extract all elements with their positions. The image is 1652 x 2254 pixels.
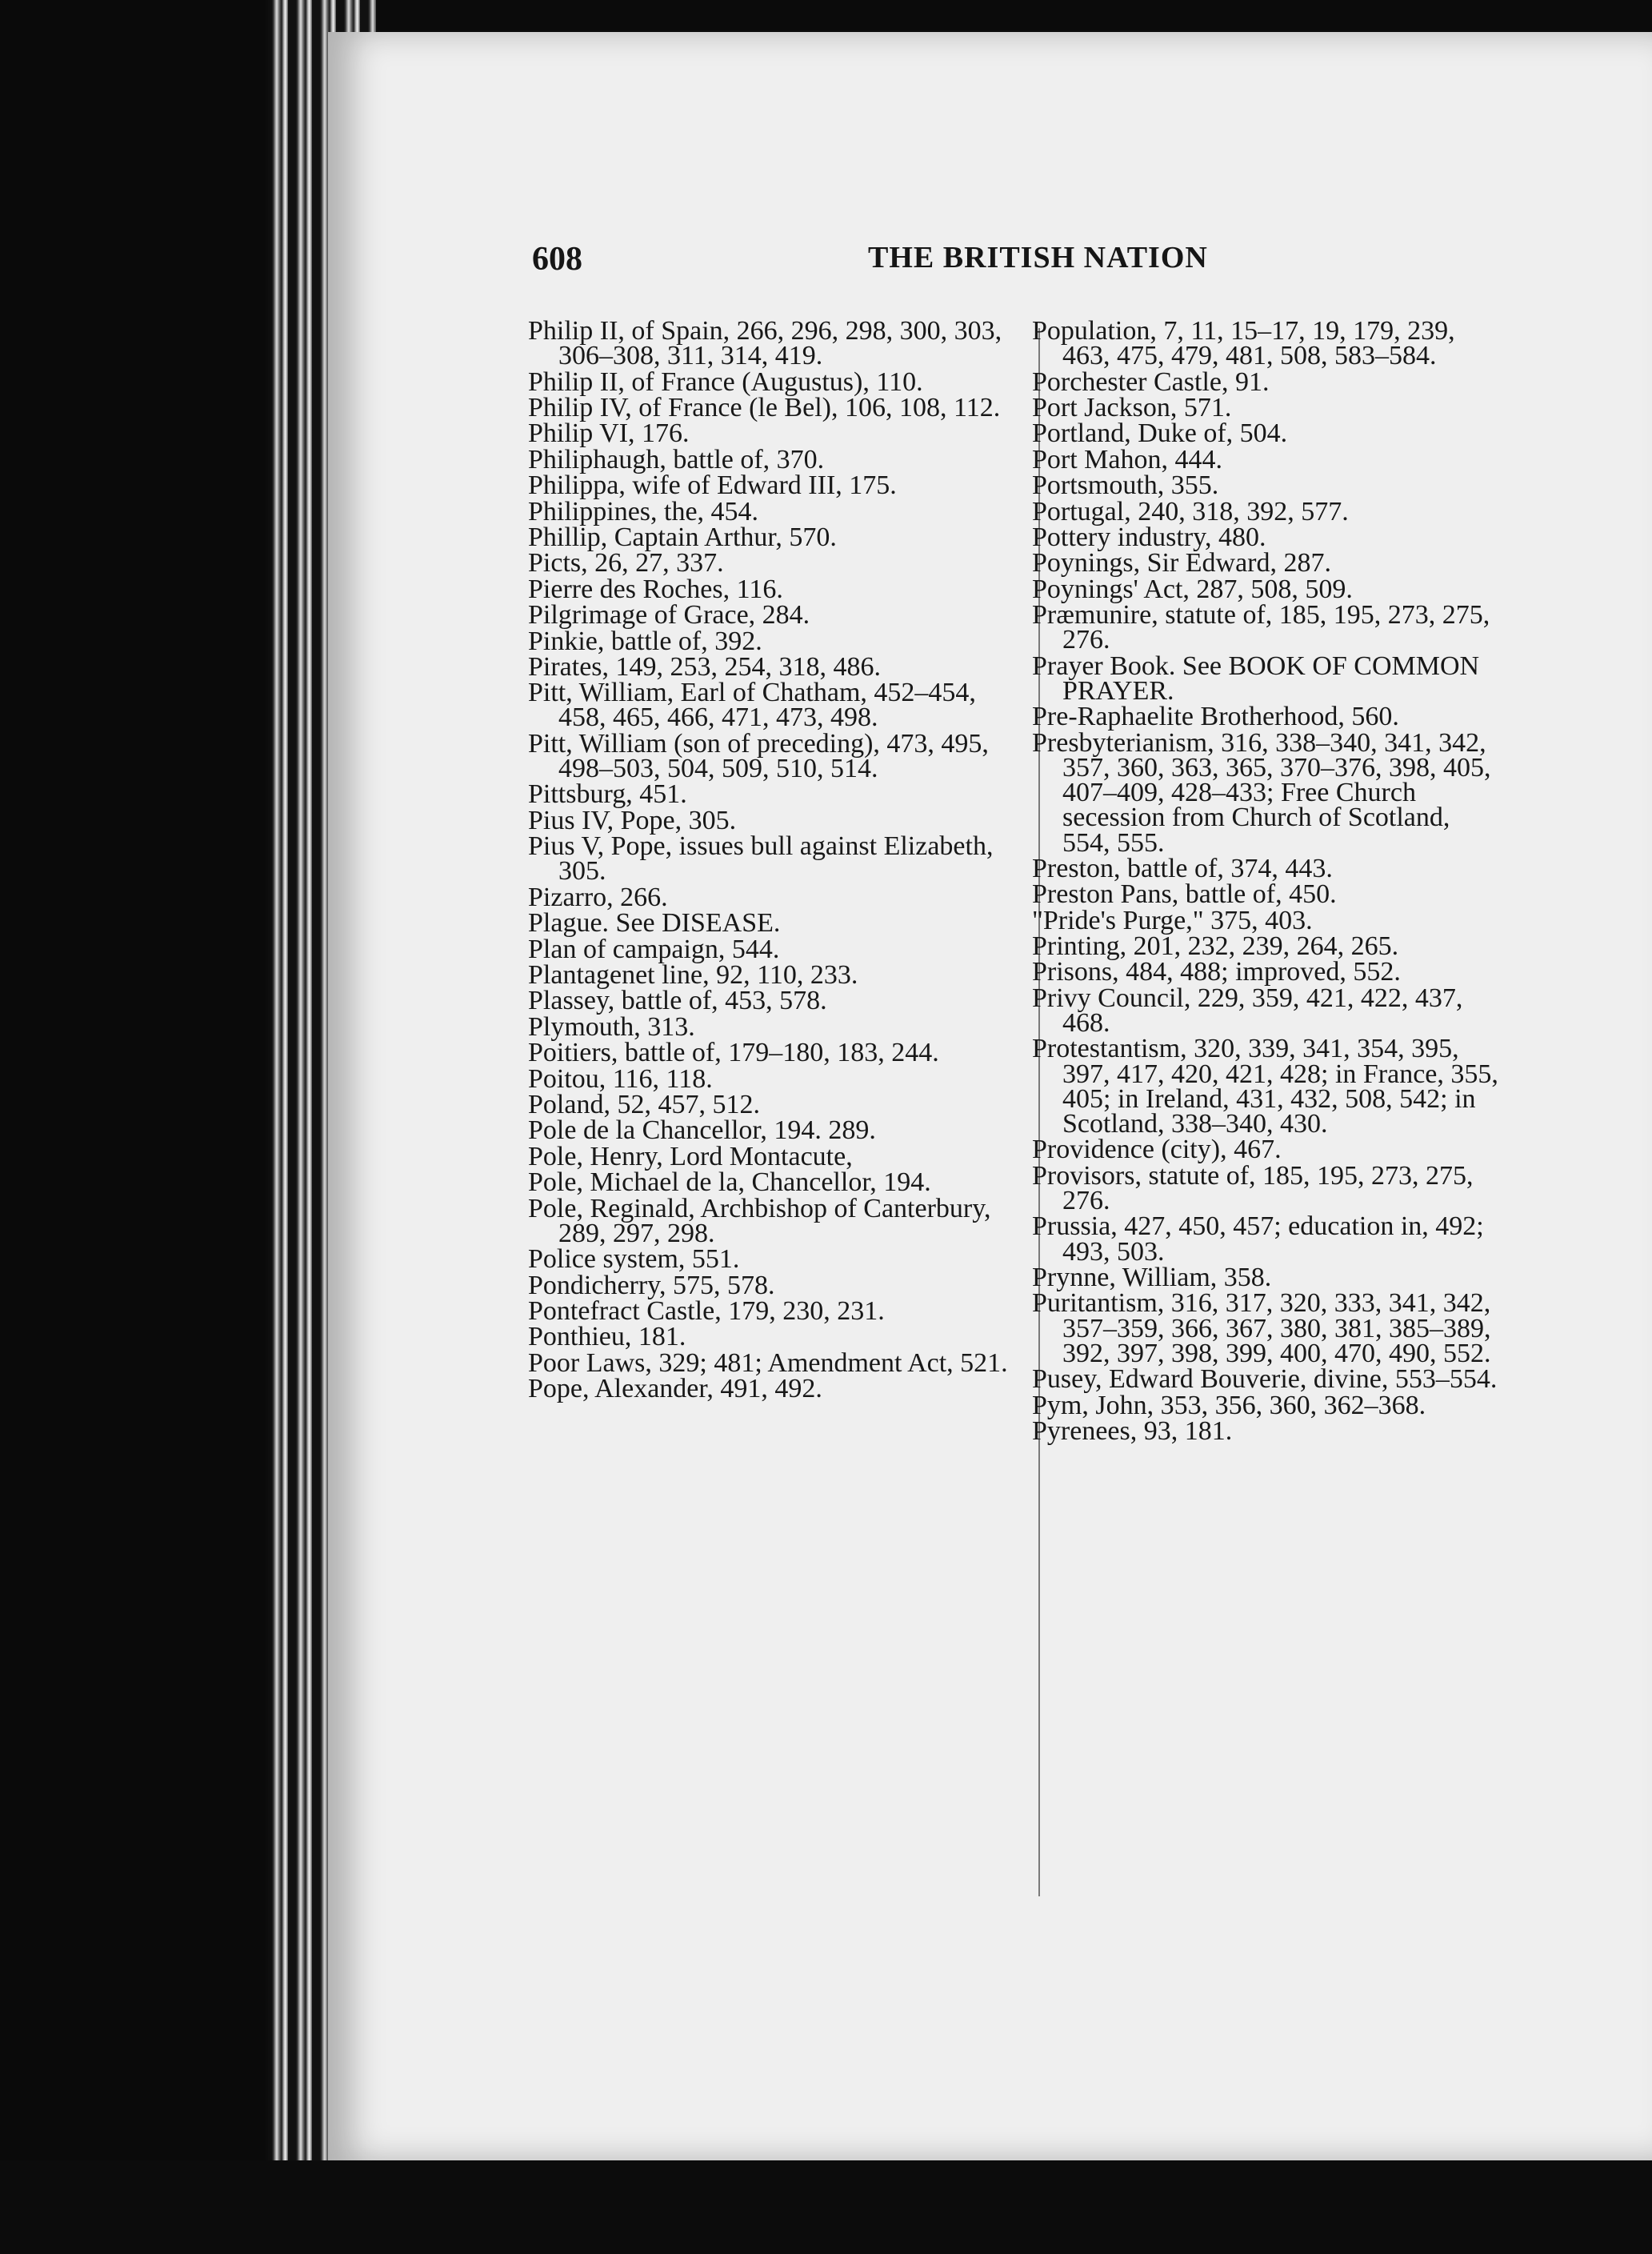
index-entry: Pyrenees, 93, 181. <box>1032 1415 1233 1446</box>
index-entry: Portland, Duke of, 504. <box>1032 418 1288 449</box>
index-entry: "Pride's Purge," 375, 403. <box>1032 905 1313 935</box>
index-entry: Poynings' Act, 287, 508, 509. <box>1032 574 1353 604</box>
index-entry: Philip II, of Spain, 266, 296, 298, 300, 303, 306–308, 311, 314, 419. <box>528 316 1009 371</box>
index-entry: Plassey, battle of, 453, 578. <box>528 986 827 1016</box>
index-entry: Printing, 201, 232, 239, 264, 265. <box>1032 931 1399 962</box>
index-entry: Prisons, 484, 488; improved, 552. <box>1032 957 1401 987</box>
index-entry: Philip II, of France (Augustus), 110. <box>528 366 923 397</box>
index-entry: Philip VI, 176. <box>528 418 690 449</box>
index-entry: Pius V, Pope, issues bull against Elizabeth, 305. <box>528 831 1000 887</box>
index-entry: Plymouth, 313. <box>528 1011 695 1042</box>
index-entry: Philiphaugh, battle of, 370. <box>528 444 825 474</box>
index-entry: Poitou, 116, 118. <box>528 1063 713 1094</box>
index-entry: Picts, 26, 27, 337. <box>528 548 724 579</box>
index-entry: Pole, Reginald, Archbishop of Canterbury, 289, 297, 298. <box>528 1193 998 1248</box>
index-entry: Pittsburg, 451. <box>528 779 687 810</box>
index-entry: Pirates, 149, 253, 254, 318, 486. <box>528 651 882 682</box>
index-entry: Pontefract Castle, 179, 230, 231. <box>528 1295 885 1326</box>
index-entry: Port Mahon, 444. <box>1032 444 1222 474</box>
index-entry: Portugal, 240, 318, 392, 577. <box>1032 496 1349 526</box>
index-entry: Pole, Henry, Lord Montacute, <box>528 1141 853 1171</box>
index-entry: Pizarro, 266. <box>528 882 668 912</box>
index-entry: Plan of campaign, 544. <box>528 934 780 964</box>
index-entry: Puritantism, 316, 317, 320, 333, 341, 342, 357–359, 366, 367, 380, 381, 385–389, 392, 397, 398, 399, 400, 470, 490, 552. <box>1032 1288 1498 1368</box>
index-entry: Pilgrimage of Grace, 284. <box>528 600 810 631</box>
index-entry: Pole, Michael de la, Chancellor, 194. <box>528 1167 931 1198</box>
index-entry: Ponthieu, 181. <box>528 1322 686 1352</box>
index-entry: Pope, Alexander, 491, 492. <box>528 1374 822 1404</box>
index-column-left <box>528 318 1028 1402</box>
index-entry: Population, 7, 11, 15–17, 19, 179, 239, 463, 475, 479, 481, 508, 583–584. <box>1032 316 1462 371</box>
index-entry: Pinkie, battle of, 392. <box>528 626 762 656</box>
index-entry: Pius IV, Pope, 305. <box>528 805 737 835</box>
index-entry: Pym, John, 353, 356, 360, 362–368. <box>1032 1390 1426 1420</box>
index-entry: Presbyterianism, 316, 338–340, 341, 342, 357, 360, 363, 365, 370–376, 398, 405, 407–409, 428–433; Free Church secession from Church of Scotland, 554, 555. <box>1032 727 1498 858</box>
index-entry: Philip IV, of France (le Bel), 106, 108, 112. <box>528 392 1001 422</box>
index-entry: Poland, 52, 457, 512. <box>528 1089 760 1119</box>
index-entry: Pole de la Chancellor, 194. 289. <box>528 1115 876 1146</box>
index-entry: Pusey, Edward Bouverie, divine, 553–554. <box>1032 1364 1498 1395</box>
running-title: THE BRITISH NATION <box>868 241 1208 274</box>
index-entry: Porchester Castle, 91. <box>1032 366 1270 397</box>
index-entry: Privy Council, 229, 359, 421, 422, 437, 468. <box>1032 983 1470 1039</box>
index-entry: Poitiers, battle of, 179–180, 183, 244. <box>528 1038 939 1068</box>
index-entry: Poor Laws, 329; 481; Amendment Act, 521. <box>528 1347 1008 1378</box>
index-entry: Preston Pans, battle of, 450. <box>1032 879 1337 910</box>
index-entry: Prussia, 427, 450, 457; education in, 492; 493, 503. <box>1032 1211 1491 1267</box>
index-entry: Pondicherry, 575, 578. <box>528 1270 775 1300</box>
index-entry: Phillip, Captain Arthur, 570. <box>528 522 837 552</box>
index-entry: Prynne, William, 358. <box>1032 1263 1272 1293</box>
index-entry: Prayer Book. See BOOK OF COMMON PRAYER. <box>1032 651 1486 706</box>
index-column-right <box>1032 318 1504 1444</box>
index-entry: Preston, battle of, 374, 443. <box>1032 853 1333 883</box>
index-entry: Philippines, the, 454. <box>528 496 759 526</box>
index-entry: Pierre des Roches, 116. <box>528 574 783 604</box>
index-entry: Pitt, William (son of preceding), 473, 495, 498–503, 504, 509, 510, 514. <box>528 728 996 784</box>
index-entry: Protestantism, 320, 339, 341, 354, 395, 397, 417, 420, 421, 428; in France, 355, 405; in Ireland, 431, 432, 508, 542; in Scotland, 338–340, 430. <box>1032 1034 1506 1139</box>
index-entry: Plague. See DISEASE. <box>528 908 781 939</box>
page-edges <box>0 0 376 2254</box>
index-entry: Police system, 551. <box>528 1244 740 1275</box>
index-entry: Præmunire, statute of, 185, 195, 273, 275, 276. <box>1032 600 1497 655</box>
page-number: 608 <box>532 241 582 278</box>
index-entry: Pre-Raphaelite Brotherhood, 560. <box>1032 702 1399 732</box>
index-entry: Plantagenet line, 92, 110, 233. <box>528 960 858 991</box>
index-entry: Poynings, Sir Edward, 287. <box>1032 548 1331 579</box>
index-entry: Port Jackson, 571. <box>1032 392 1232 422</box>
index-entry: Pitt, William, Earl of Chatham, 452–454, 458, 465, 466, 471, 473, 498. <box>528 678 983 733</box>
index-entry: Providence (city), 467. <box>1032 1135 1282 1165</box>
index-entry: Philippa, wife of Edward III, 175. <box>528 470 897 501</box>
dark-background-bottom <box>0 2160 1652 2254</box>
index-entry: Portsmouth, 355. <box>1032 470 1219 501</box>
index-entry: Provisors, statute of, 185, 195, 273, 275, 276. <box>1032 1160 1481 1216</box>
index-entry: Pottery industry, 480. <box>1032 522 1266 552</box>
